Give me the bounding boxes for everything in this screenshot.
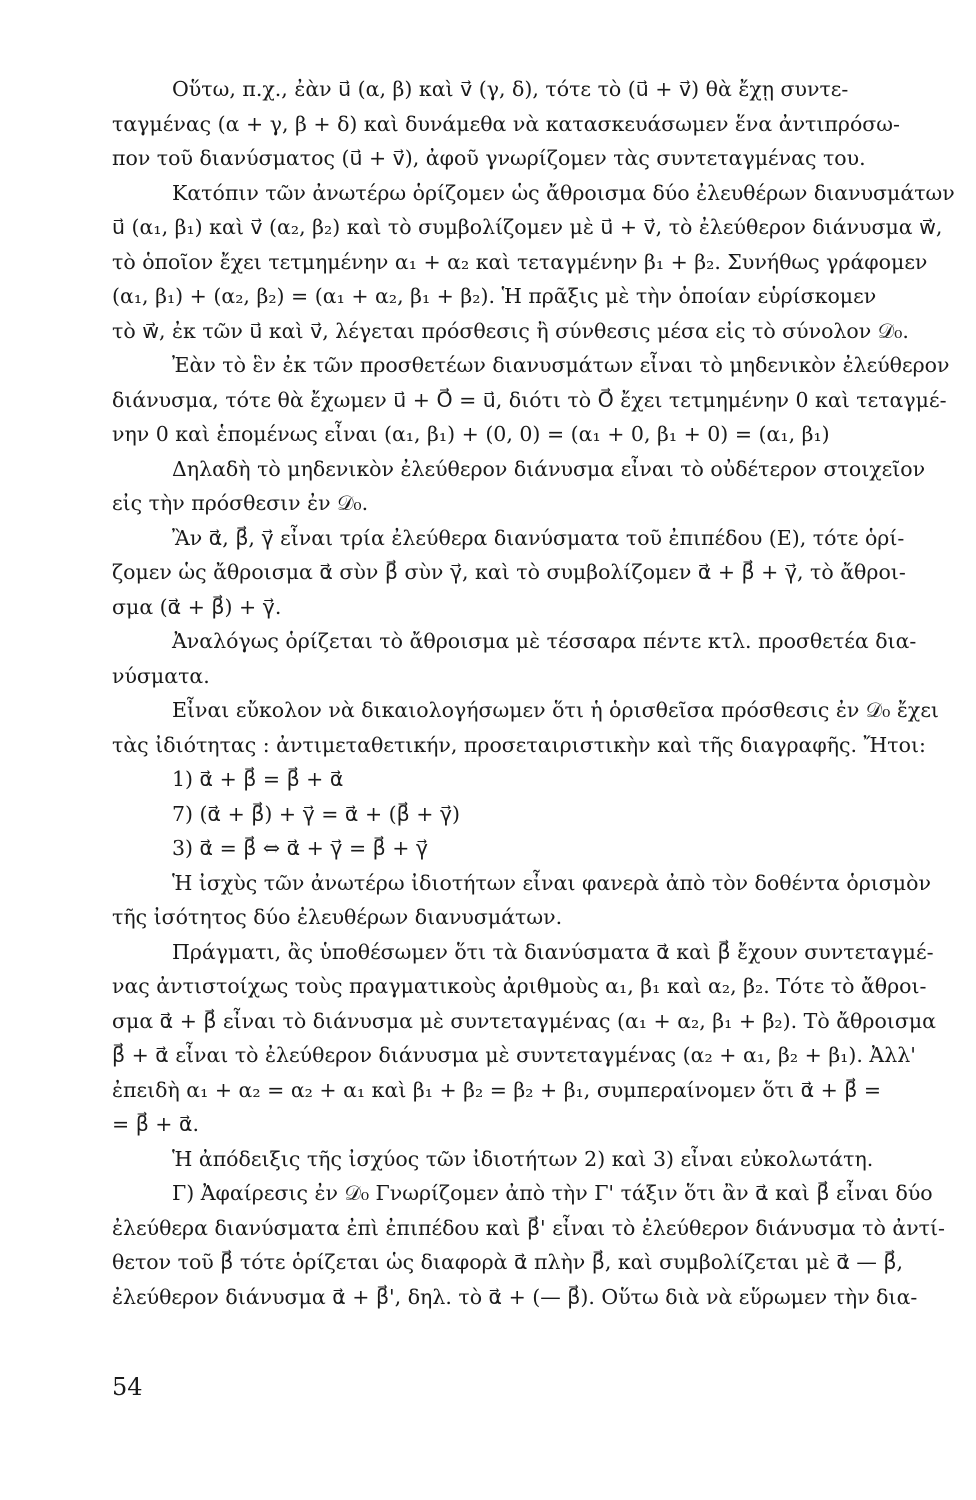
text-line: = β⃗ + α⃗. [112, 1112, 200, 1136]
text-line: 7) (α⃗ + β⃗) + γ⃗ = α⃗ + (β⃗ + γ⃗) [172, 801, 461, 826]
text-line: τὸ w⃗, ἐκ τῶν u⃗ καὶ v⃗, λέγεται πρόσθεσις ἢ σύνθεσις μέσα εἰς τὸ σύνολον 𝒟₀. [112, 318, 909, 343]
text-line: Ἡ ἰσχὺς τῶν ἀνωτέρω ἰδιοτήτων εἶναι φανερὰ ἀπὸ τὸν δοθέντα ὁρισμὸν [172, 870, 931, 895]
text-line: ἐλεύθερον διάνυσμα α⃗ + β⃗', δηλ. τὸ α⃗ + (— β⃗). Οὕτω διὰ νὰ εὕρωμεν τὴν δια- [112, 1284, 918, 1309]
text-line: εἰς τὴν πρόσθεσιν ἐν 𝒟₀. [112, 491, 369, 515]
text-line: Κατόπιν τῶν ἀνωτέρω ὁρίζομεν ὡς ἄθροισμα δύο ἐλευθέρων διανυσμάτων [172, 180, 955, 205]
text-line: Ἂν α⃗, β⃗, γ⃗ εἶναι τρία ἐλεύθερα διανύσματα τοῦ ἐπιπέδου (Ε), τότε ὁρί- [172, 525, 905, 550]
text-line: u⃗ (α₁, β₁) καὶ v⃗ (α₂, β₂) καὶ τὸ συμβολίζομεν μὲ u⃗ + v⃗, τὸ ἐλεύθερον διάνυσμα w⃗, [112, 215, 943, 239]
text-line: θετον τοῦ β⃗ τότε ὁρίζεται ὡς διαφορὰ α⃗ πλὴν β⃗, καὶ συμβολίζεται μὲ α⃗ — β⃗, [112, 1250, 904, 1274]
text-line: νας ἀντιστοίχως τοὺς πραγματικοὺς ἀριθμοὺς α₁, β₁ καὶ α₂, β₂. Τότε τὸ ἄθροι- [112, 974, 927, 998]
body-text [112, 72, 964, 1314]
text-line: διάνυσμα, τότε θὰ ἔχωμεν u⃗ + O⃗ = u⃗, διότι τὸ O⃗ ἔχει τετμημένην 0 καὶ τεταγμέ- [112, 387, 947, 412]
text-line: (α₁, β₁) + (α₂, β₂) = (α₁ + α₂, β₁ + β₂). Ἡ πρᾶξις μὲ τὴν ὁποίαν εὑρίσκομεν [112, 284, 877, 308]
text-line: β⃗ + α⃗ εἶναι τὸ ἐλεύθερον διάνυσμα μὲ συντεταγμένας (α₂ + α₁, β₂ + β₁). Ἀλλ' [112, 1043, 916, 1067]
text-line: Γ) Ἀφαίρεσις ἐν 𝒟₀ Γνωρίζομεν ἀπὸ τὴν Γ' τάξιν ὅτι ἂν α⃗ καὶ β⃗ εἶναι δύο [172, 1181, 933, 1205]
text-line: ταγμένας (α + γ, β + δ) καὶ δυνάμεθα νὰ κατασκευάσωμεν ἕνα ἀντιπρόσω- [112, 111, 900, 136]
text-line: ζομεν ὡς ἄθροισμα α⃗ σὺν β⃗ σὺν γ⃗, καὶ τὸ συμβολίζομεν α⃗ + β⃗ + γ⃗, τὸ ἄθροι- [112, 560, 906, 584]
text-line: ἐπειδὴ α₁ + α₂ = α₂ + α₁ καὶ β₁ + β₂ = β₂ + β₁, συμπεραίνομεν ὅτι α⃗ + β⃗ = [112, 1077, 882, 1102]
text-line: 3) α⃗ = β⃗ ⇔ α⃗ + γ⃗ = β⃗ + γ⃗ [172, 836, 429, 860]
text-line: Ἐὰν τὸ ἓν ἐκ τῶν προσθετέων διανυσμάτων εἶναι τὸ μηδενικὸν ἐλεύθερον [172, 353, 950, 377]
text-line: Ἀναλόγως ὁρίζεται τὸ ἄθροισμα μὲ τέσσαρα πέντε κτλ. προσθετέα δια- [172, 629, 917, 653]
text-line: τὸ ὁποῖον ἔχει τετμημένην α₁ + α₂ καὶ τεταγμένην β₁ + β₂. Συνήθως γράφομεν [112, 249, 928, 274]
text-line: Δηλαδὴ τὸ μηδενικὸν ἐλεύθερον διάνυσμα εἶναι τὸ οὐδέτερον στοιχεῖον [172, 456, 926, 481]
text-line: σμα α⃗ + β⃗ εἶναι τὸ διάνυσμα μὲ συντεταγμένας (α₁ + α₂, β₁ + β₂). Τὸ ἄθροισμα [112, 1008, 936, 1033]
page-number: 54 [112, 1373, 143, 1401]
text-line: τὰς ἰδιότητας : ἀντιμεταθετικήν, προσεταιριστικὴν καὶ τῆς διαγραφῆς. Ἤτοι: [112, 732, 926, 757]
text-line: τῆς ἰσότητος δύο ἐλευθέρων διανυσμάτων. [112, 905, 563, 929]
text-line: σμα (α⃗ + β⃗) + γ⃗. [112, 594, 282, 619]
text-line: 1) α⃗ + β⃗ = β⃗ + α⃗ [172, 767, 344, 791]
text-line: νύσματα. [112, 663, 210, 688]
text-line: νην 0 καὶ ἑπομένως εἶναι (α₁, β₁) + (0, 0) = (α₁ + 0, β₁ + 0) = (α₁, β₁) [112, 422, 830, 446]
text-line: πον τοῦ διανύσματος (u⃗ + v⃗), ἀφοῦ γνωρίζομεν τὰς συντεταγμένας του. [112, 146, 866, 170]
text-line: ἐλεύθερα διανύσματα ἐπὶ ἐπιπέδου καὶ β⃗' εἶναι τὸ ἐλεύθερον διάνυσμα τὸ ἀντί- [112, 1215, 945, 1240]
text-line: Εἶναι εὔκολον νὰ δικαιολογήσωμεν ὅτι ἡ ὁρισθεῖσα πρόσθεσις ἐν 𝒟₀ ἔχει [172, 698, 939, 722]
text-line: Οὕτω, π.χ., ἐὰν u⃗ (α, β) καὶ v⃗ (γ, δ), τότε τὸ (u⃗ + v⃗) θὰ ἔχῃ συντε- [172, 77, 849, 101]
text-line: Ἡ ἀπόδειξις τῆς ἰσχύος τῶν ἰδιοτήτων 2) καὶ 3) εἶναι εὐκολωτάτη. [172, 1146, 874, 1171]
text-line: Πράγματι, ἂς ὑποθέσωμεν ὅτι τὰ διανύσματα α⃗ καὶ β⃗ ἔχουν συντεταγμέ- [172, 939, 934, 964]
